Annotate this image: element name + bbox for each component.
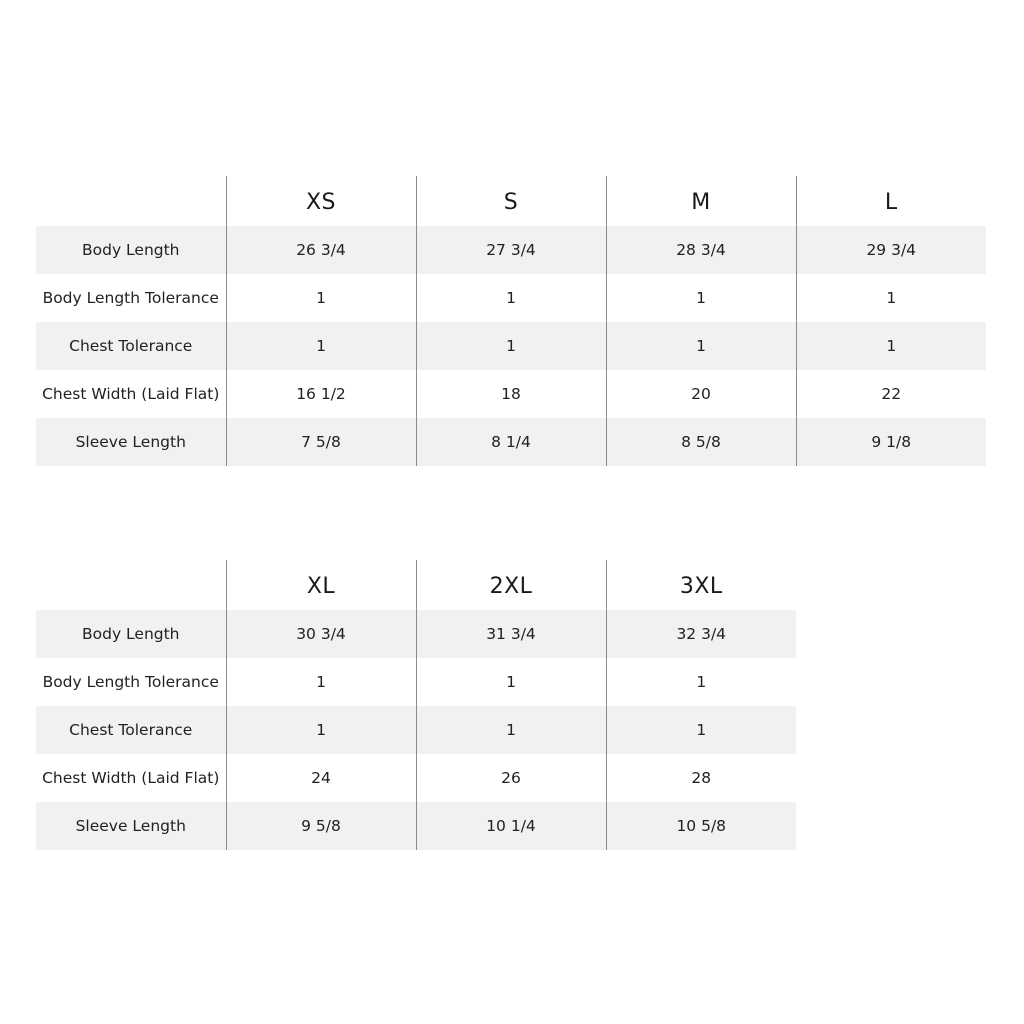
header-empty-cell [36,560,226,610]
measurement-cell: 24 [226,754,416,802]
measurement-cell: 1 [606,274,796,322]
table-row [36,802,796,850]
measurement-cell: 18 [416,370,606,418]
measurement-cell: 30 3/4 [226,610,416,658]
table-row [36,226,986,274]
measurement-cell: 27 3/4 [416,226,606,274]
row-label: Body Length [36,610,226,658]
measurement-cell: 1 [606,322,796,370]
size-header-2xl: 2XL [416,560,606,610]
measurement-cell: 1 [796,274,986,322]
table-row [36,322,986,370]
measurement-cell: 10 5/8 [606,802,796,850]
measurement-cell: 9 1/8 [796,418,986,466]
measurement-cell: 1 [226,706,416,754]
measurement-cell: 1 [416,274,606,322]
size-header-3xl: 3XL [606,560,796,610]
size-header-row [36,560,796,610]
row-label: Chest Width (Laid Flat) [42,769,220,787]
size-chart-table-2 [36,560,796,850]
measurement-cell: 1 [416,706,606,754]
measurement-cell: 32 3/4 [606,610,796,658]
table-row [36,754,796,802]
measurement-cell: 1 [416,322,606,370]
row-label: Chest Tolerance [36,322,226,370]
table-row [36,706,796,754]
measurement-cell: 1 [606,658,796,706]
row-label: Body Length Tolerance [42,289,219,307]
table-row [36,274,986,322]
size-header-m: M [606,176,796,226]
table-row [36,370,986,418]
measurement-cell: 28 3/4 [606,226,796,274]
header-empty-cell [36,176,226,226]
table-row [36,610,796,658]
measurement-cell: 1 [226,274,416,322]
measurement-cell: 9 5/8 [226,802,416,850]
size-header-row [36,176,986,226]
measurement-cell: 26 3/4 [226,226,416,274]
measurement-cell: 1 [796,322,986,370]
size-header-l: L [796,176,986,226]
row-label: Chest Tolerance [36,706,226,754]
row-label: Body Length Tolerance [42,673,219,691]
size-header-xl: XL [226,560,416,610]
measurement-cell: 26 [416,754,606,802]
measurement-cell: 7 5/8 [226,418,416,466]
row-label: Chest Width (Laid Flat) [42,385,220,403]
row-label: Sleeve Length [36,802,226,850]
size-header-xs: XS [226,176,416,226]
measurement-cell: 1 [606,706,796,754]
measurement-cell: 10 1/4 [416,802,606,850]
measurement-cell: 22 [796,370,986,418]
measurement-cell: 1 [226,658,416,706]
measurement-cell: 29 3/4 [796,226,986,274]
measurement-cell: 1 [226,322,416,370]
measurement-cell: 8 1/4 [416,418,606,466]
table-row [36,418,986,466]
measurement-cell: 28 [606,754,796,802]
row-label: Body Length [36,226,226,274]
table-row [36,658,796,706]
measurement-cell: 8 5/8 [606,418,796,466]
measurement-cell: 20 [606,370,796,418]
measurement-cell: 31 3/4 [416,610,606,658]
size-header-s: S [416,176,606,226]
measurement-cell: 16 1/2 [226,370,416,418]
size-chart-table-1 [36,176,986,466]
row-label: Sleeve Length [36,418,226,466]
measurement-cell: 1 [416,658,606,706]
